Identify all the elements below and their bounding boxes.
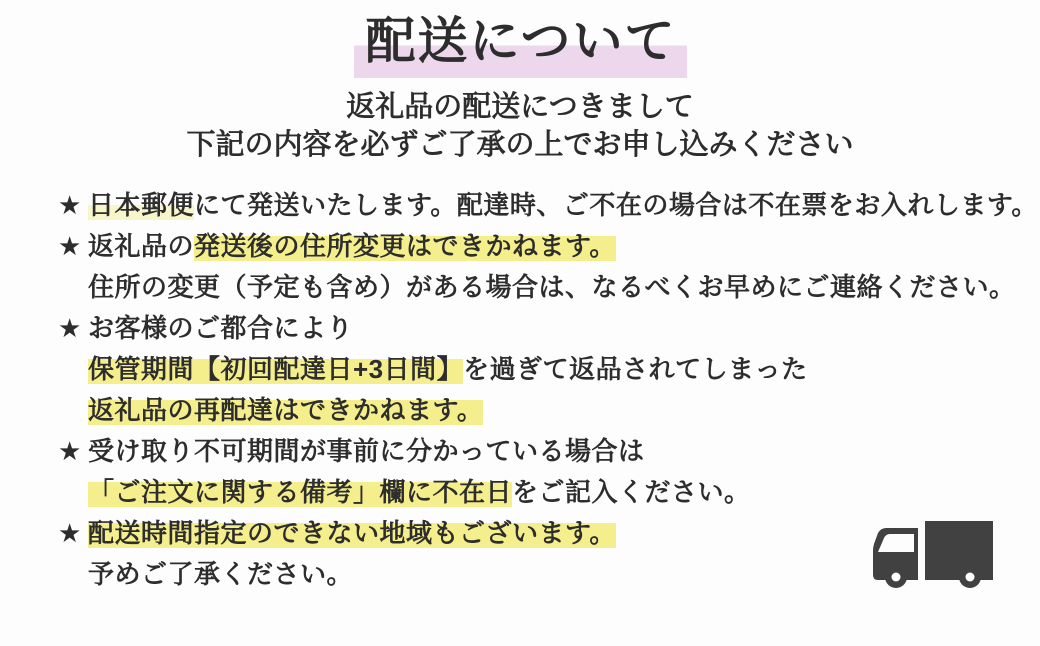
note-line-unavailable-period: [58, 431, 1026, 472]
subtitle-line-1: 返礼品の配送につきまして: [346, 91, 694, 123]
note-segment: を過ぎて返品されてしまった: [463, 354, 808, 384]
star-bullet-icon: ★: [58, 436, 82, 466]
subtitle-line-2: 下記の内容を必ずご了承の上でお申し込みください: [186, 129, 854, 161]
note-line-address-change-contact: [58, 267, 1026, 308]
note-segment-highlighted: 返礼品の再配達はできかねます。: [88, 395, 484, 425]
note-line-no-redelivery: [58, 390, 1026, 431]
note-segment-highlighted: 保管期間【初回配達日+3日間】: [88, 354, 464, 384]
star-bullet-icon: ★: [58, 190, 82, 220]
note-segment: 予めご了承ください。: [88, 559, 354, 589]
note-segment: 返礼品の: [88, 231, 195, 261]
star-bullet-icon: ★: [58, 518, 82, 548]
note-segment: にて発送いたします。配達時、ご不在の場合は不在票をお入れします。: [194, 190, 1038, 220]
note-line-storage-period: [58, 349, 1026, 390]
note-line-customer-reason: [58, 308, 1026, 349]
note-segment-highlighted: 「ご注文に関する備考」欄に不在日: [88, 477, 513, 507]
note-segment: をご記入ください。: [512, 477, 751, 507]
note-line-remarks-field: [58, 472, 1026, 513]
title-section: [0, 0, 1040, 78]
note-line-japan-post: [58, 185, 1038, 226]
delivery-truck-icon: [872, 510, 1002, 590]
note-segment: 受け取り不可期間が事前に分かっている場合は: [88, 436, 645, 466]
star-bullet-icon: ★: [58, 313, 82, 343]
note-segment-highlighted: 配送時間指定のできない地域もございます。: [88, 518, 616, 548]
note-segment-highlighted: 発送後の住所変更はできかねます。: [194, 231, 616, 261]
note-segment: 日本郵便: [88, 190, 195, 220]
page-title: 配送について: [354, 10, 687, 78]
note-segment: お客様のご都合により: [88, 313, 354, 343]
note-segment: 住所の変更（予定も含め）がある場合は、なるべくお早めにご連絡ください。: [88, 272, 1016, 302]
star-bullet-icon: ★: [58, 231, 82, 261]
subtitle: [0, 88, 1040, 164]
note-line-address-change: [58, 226, 1026, 267]
